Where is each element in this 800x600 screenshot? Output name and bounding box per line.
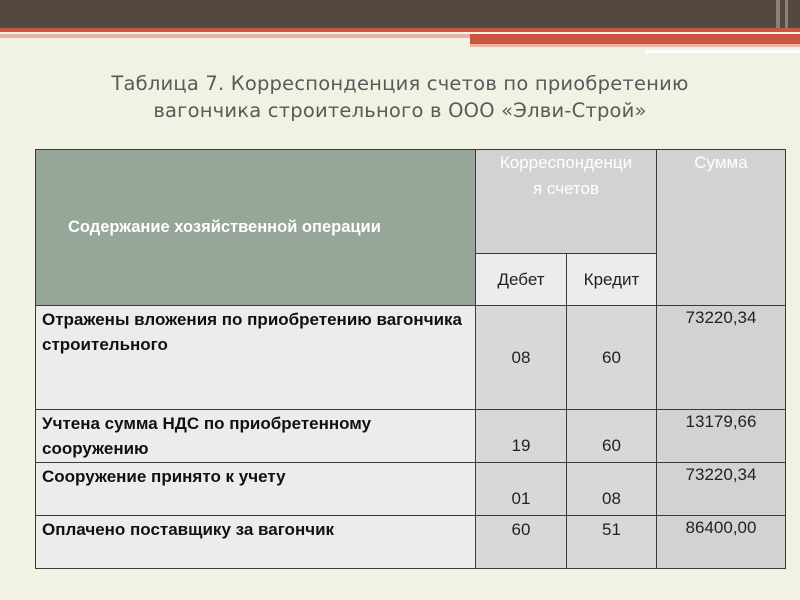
- amount-cell: 86400,00: [657, 516, 786, 569]
- correspondence-table: [35, 149, 786, 569]
- header-credit: Кредит: [567, 254, 657, 306]
- operation-cell: Отражены вложения по приобретению вагончика строительного: [36, 306, 476, 410]
- accent-stripe: [645, 50, 800, 53]
- operation-cell: Оплачено поставщику за вагончик: [36, 516, 476, 569]
- amount-cell: 73220,34: [657, 306, 786, 410]
- table-row: [36, 410, 786, 463]
- table-row: [36, 306, 786, 410]
- decorative-bar: [785, 0, 788, 28]
- credit-cell: 08: [567, 463, 657, 516]
- operation-cell: Сооружение принято к учету: [36, 463, 476, 516]
- table-row: [36, 516, 786, 569]
- accent-stripe: [0, 34, 470, 38]
- header-row: [36, 150, 786, 254]
- accent-line: [0, 28, 800, 32]
- accent-stripe: [470, 44, 800, 47]
- credit-cell: 60: [567, 306, 657, 410]
- header-correspondence-line-2: я счетов: [532, 179, 600, 198]
- header-correspondence: [476, 150, 657, 254]
- table-row: [36, 463, 786, 516]
- debit-cell: 19: [476, 410, 567, 463]
- header-correspondence-line-1: Корреспонденци: [499, 153, 633, 172]
- debit-cell: 01: [476, 463, 567, 516]
- header-content: Содержание хозяйственной операции: [36, 150, 476, 306]
- slide-title: [40, 70, 760, 124]
- credit-cell: 60: [567, 410, 657, 463]
- top-banner: [0, 0, 800, 28]
- credit-cell: 51: [567, 516, 657, 569]
- amount-cell: 73220,34: [657, 463, 786, 516]
- accent-stripe: [470, 34, 800, 44]
- operation-cell: Учтена сумма НДС по приобретенному сооружению: [36, 410, 476, 463]
- header-debit: Дебет: [476, 254, 567, 306]
- title-line-2: вагончика строительного в ООО «Элви-Строй»: [153, 99, 647, 122]
- header-sum: Сумма: [657, 150, 786, 306]
- amount-cell: 13179,66: [657, 410, 786, 463]
- decorative-bar: [776, 0, 780, 28]
- title-line-1: Таблица 7. Корреспонденция счетов по приобретению: [111, 72, 689, 95]
- debit-cell: 60: [476, 516, 567, 569]
- debit-cell: 08: [476, 306, 567, 410]
